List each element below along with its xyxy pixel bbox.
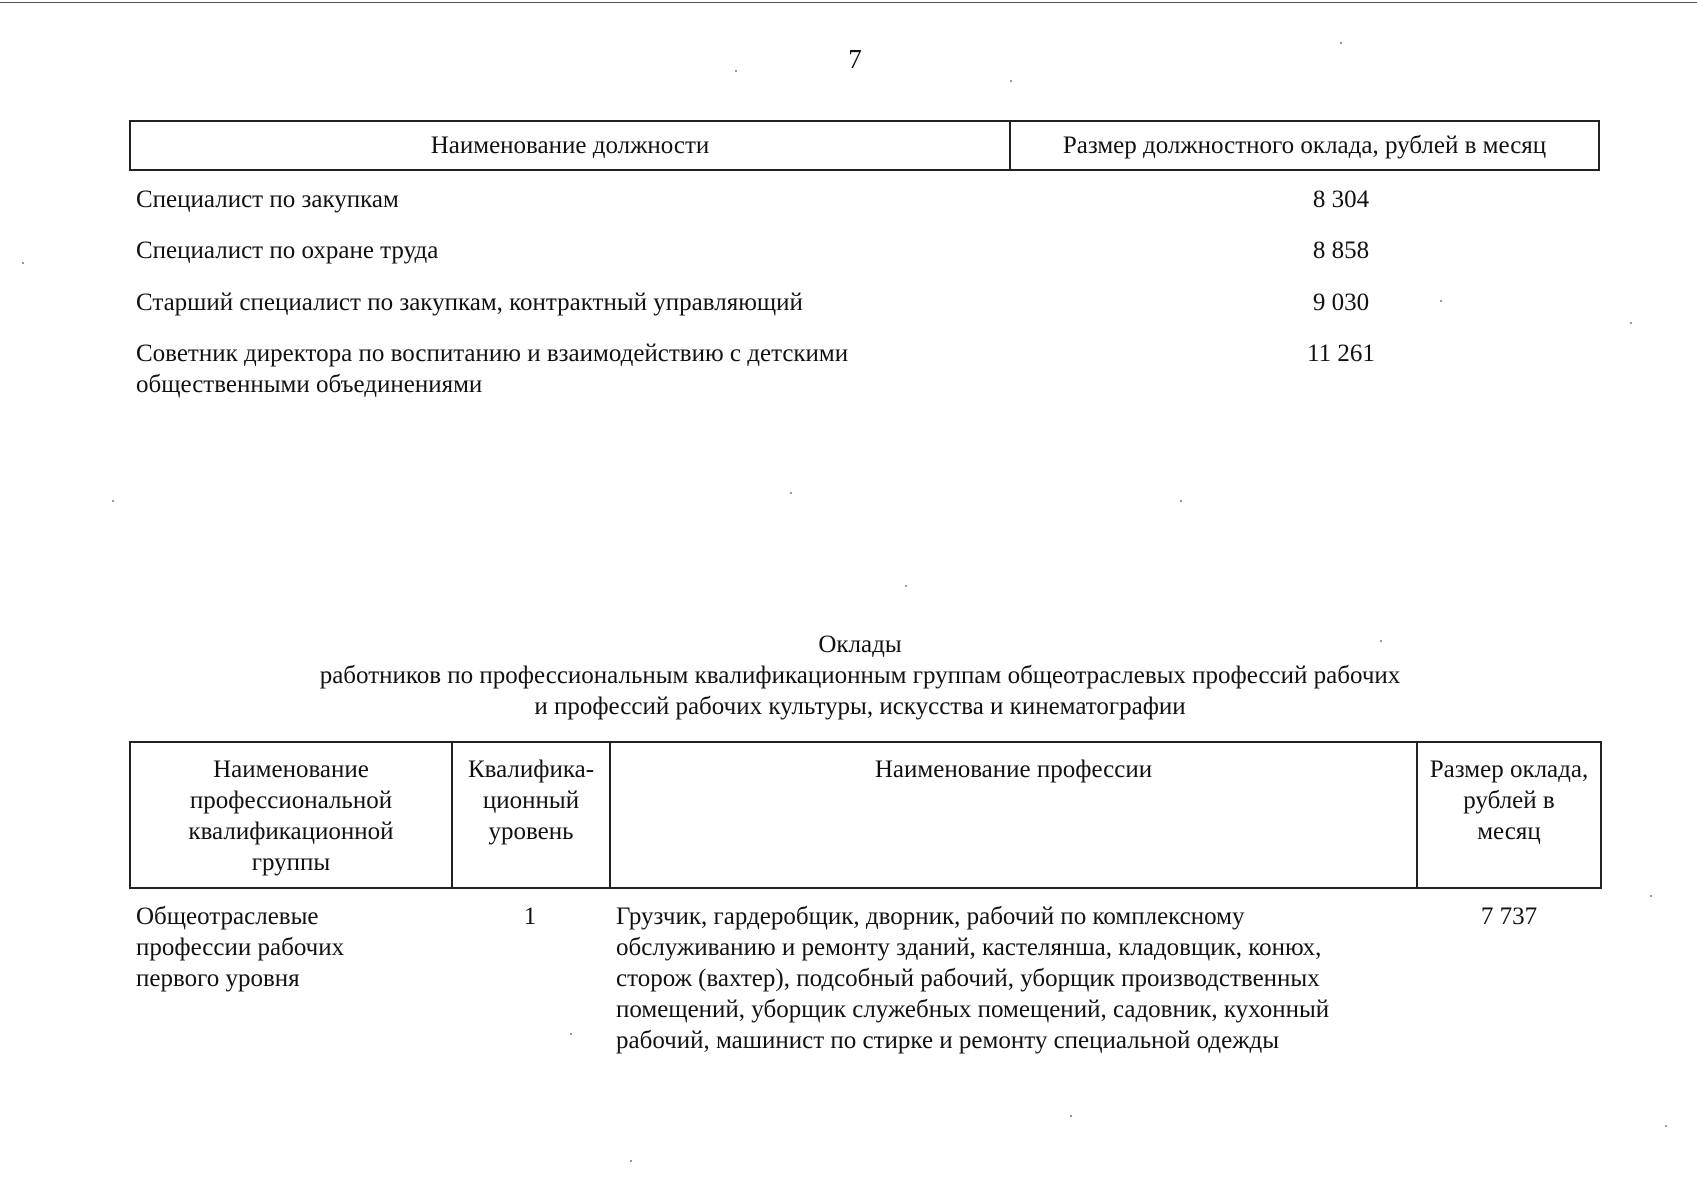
table2-header-salary: [1418, 743, 1600, 887]
position-name: Специалист по закупкам: [136, 186, 399, 213]
top-border-line: [0, 2, 1697, 3]
section-title: [200, 629, 1520, 722]
profession-line: сторож (вахтер), подсобный рабочий, уборщик производственных: [616, 965, 1320, 992]
table2-header-group: [131, 743, 453, 887]
position-name-line: общественными объединениями: [136, 371, 483, 398]
header-line: рублей в: [1463, 787, 1555, 814]
qualification-level: 1: [523, 903, 537, 930]
table1-header: [129, 120, 1600, 171]
section-title-line: Оклады: [818, 631, 902, 658]
salary-value: 11 261: [1307, 340, 1375, 367]
profession-list: [616, 901, 1411, 1056]
header-line: профессиональной: [189, 787, 393, 814]
salary-value: 9 030: [1312, 289, 1370, 316]
salary-value: 8 304: [1312, 186, 1370, 213]
header-line: Размер оклада,: [1429, 756, 1589, 783]
scan-speck: [22, 262, 24, 264]
section-title-line: работников по профессиональным квалификационным группам общеотраслевых профессий рабочих: [319, 662, 1401, 689]
profession-line: Грузчик, гардеробщик, дворник, рабочий по комплексному: [616, 903, 1245, 930]
scan-speck: [570, 1033, 572, 1035]
header-line: уровень: [488, 818, 574, 845]
profession-line: помещений, уборщик служебных помещений, садовник, кухонный: [616, 996, 1330, 1023]
group-line: первого уровня: [136, 965, 300, 992]
header-line: группы: [251, 849, 331, 876]
qualification-group: [136, 901, 446, 994]
table1-header-salary: Размер должностного оклада, рублей в месяц: [1062, 131, 1547, 159]
position-name: Старший специалист по закупкам, контрактный управляющий: [136, 289, 803, 316]
scan-speck: [630, 1160, 632, 1162]
table2-header: [129, 741, 1602, 889]
table2-header-profession: [611, 743, 1418, 887]
header-line: месяц: [1477, 818, 1541, 845]
scan-speck: [1340, 42, 1342, 44]
page-number: 7: [848, 44, 862, 74]
group-line: профессии рабочих: [136, 934, 345, 961]
scan-speck: [1180, 500, 1182, 502]
scan-speck: [905, 585, 907, 587]
scan-speck: [1650, 895, 1652, 897]
salary-value: 7 737: [1480, 903, 1538, 930]
profession-line: рабочий, машинист по стирке и ремонту специальной одежды: [616, 1027, 1279, 1054]
table2-header-level: [453, 743, 611, 887]
header-line: Наименование: [213, 756, 369, 783]
position-name: [136, 338, 966, 400]
scan-speck: [1440, 300, 1442, 302]
scan-speck: [735, 70, 737, 72]
position-name: Специалист по охране труда: [136, 237, 439, 264]
scan-speck: [112, 500, 114, 502]
position-name-line: Советник директора по воспитанию и взаимодействию с детскими: [136, 340, 849, 367]
header-line: Квалифика-: [467, 756, 595, 783]
scan-speck: [1665, 1125, 1667, 1127]
scan-speck: [1070, 1115, 1072, 1117]
scan-speck: [1010, 80, 1012, 82]
salary-value: 8 858: [1312, 237, 1370, 264]
section-title-line: и профессий рабочих культуры, искусства и кинематографии: [534, 693, 1186, 720]
header-line: ционный: [482, 787, 580, 814]
header-line: Наименование профессии: [874, 756, 1153, 783]
scan-speck: [790, 492, 792, 494]
profession-line: обслуживанию и ремонту зданий, кастелянша, кладовщик, конюх,: [616, 934, 1322, 961]
header-line: квалификационной: [188, 818, 394, 845]
scan-speck: [1630, 322, 1632, 324]
scan-speck: [1380, 640, 1382, 642]
table1-header-position: Наименование должности: [131, 122, 1011, 169]
group-line: Общеотраслевые: [136, 903, 319, 930]
